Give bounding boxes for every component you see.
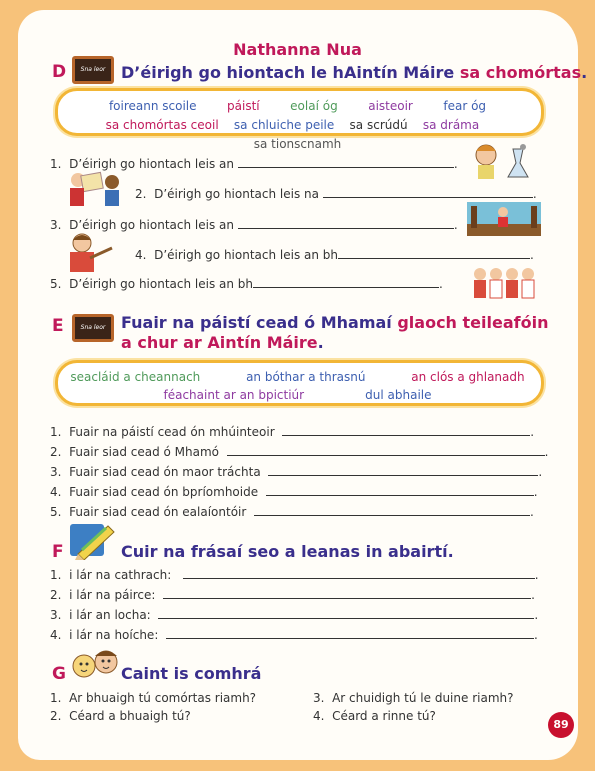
- answer-blank[interactable]: [266, 495, 534, 496]
- page-title: Nathanna Nua: [233, 40, 362, 59]
- answer-blank[interactable]: [238, 228, 454, 229]
- word-item: sa chluiche peile: [233, 118, 335, 132]
- word-item: fear óg: [443, 99, 487, 113]
- question-line: 3. Ar chuidigh tú le duine riamh?: [313, 691, 514, 705]
- section-g-title: Caint is comhrá: [121, 664, 262, 683]
- exercise-line: 2. i lár na páirce: .: [50, 588, 535, 602]
- word-row-d1: [60, 95, 535, 114]
- answer-blank[interactable]: [163, 598, 531, 599]
- section-e-letter: E: [52, 316, 64, 336]
- word-item: sa scrúdú: [349, 118, 408, 132]
- answer-blank[interactable]: [338, 258, 530, 259]
- word-item: sa dráma: [422, 118, 480, 132]
- answer-blank[interactable]: [254, 515, 530, 516]
- answer-blank[interactable]: [158, 618, 534, 619]
- answer-blank[interactable]: [227, 455, 545, 456]
- answer-blank[interactable]: [253, 287, 439, 288]
- exercise-line: 2. Fuair siad cead ó Mhamó .: [50, 445, 549, 459]
- question-line: 2. Céard a bhuaigh tú?: [50, 709, 191, 723]
- page-number: 89: [548, 712, 574, 738]
- section-g-letter: G: [52, 664, 66, 684]
- exercise-line: 1. i lár na cathrach: .: [50, 568, 539, 582]
- team-illustration: [470, 264, 542, 302]
- exercise-line: 1. D’éirigh go hiontach leis an .: [50, 157, 458, 171]
- question-line: 4. Céard a rinne tú?: [313, 709, 436, 723]
- word-item: dul abhaile: [365, 388, 432, 402]
- word-item: aisteoir: [368, 99, 413, 113]
- talking-children-icon: [70, 646, 120, 684]
- answer-blank[interactable]: [323, 197, 533, 198]
- stage-illustration: [467, 202, 541, 236]
- scientist-illustration: [468, 141, 540, 181]
- section-d-title: D’éirigh go hiontach le hAintín Máire sa chomórtas.: [121, 63, 588, 82]
- word-row-e2: [60, 384, 535, 403]
- exercise-line: 3. Fuair siad cead ón maor tráchta .: [50, 465, 543, 479]
- word-item: seacláid a cheannach: [70, 370, 201, 384]
- musician-illustration: [60, 232, 116, 274]
- word-item: eolaí óg: [290, 99, 338, 113]
- answer-blank[interactable]: [166, 638, 534, 639]
- children-illustration: [60, 170, 130, 210]
- word-row-e1: [60, 366, 535, 385]
- chalkboard-icon: Sna leor: [72, 56, 114, 84]
- answer-blank[interactable]: [268, 475, 538, 476]
- question-line: 1. Ar bhuaigh tú comórtas riamh?: [50, 691, 257, 705]
- answer-blank[interactable]: [282, 435, 530, 436]
- word-item: féachaint ar an bpictiúr: [163, 388, 305, 402]
- section-f-letter: F: [52, 542, 64, 562]
- exercise-line: 5. D’éirigh go hiontach leis an bh .: [50, 277, 443, 291]
- answer-blank[interactable]: [238, 167, 454, 168]
- pencil-icon: [68, 520, 116, 560]
- exercise-line: 3. D’éirigh go hiontach leis an .: [50, 218, 458, 232]
- word-item: an bóthar a thrasnú: [246, 370, 366, 384]
- exercise-line: 4. i lár na hoíche: .: [50, 628, 538, 642]
- section-f-title: Cuir na frásaí seo a leanas in abairtí.: [121, 542, 454, 561]
- exercise-line: 3. i lár an locha: .: [50, 608, 539, 622]
- exercise-line: 2. D’éirigh go hiontach leis na .: [135, 187, 537, 201]
- word-item: sa chomórtas ceoil: [105, 118, 219, 132]
- word-row-d2: [60, 114, 535, 152]
- exercise-line: 4. D’éirigh go hiontach leis an bh .: [135, 248, 534, 262]
- word-item: páistí: [227, 99, 260, 113]
- chalkboard-icon: Sna leor: [72, 314, 114, 342]
- section-d-letter: D: [52, 62, 67, 82]
- exercise-line: 1. Fuair na páistí cead ón mhúinteoir .: [50, 425, 535, 439]
- word-item: an clós a ghlanadh: [411, 370, 525, 384]
- section-e-title: Fuair na páistí cead ó Mhamaí glaoch teileafóin a chur ar Aintín Máire.: [121, 313, 549, 352]
- word-item: sa tionscnamh: [253, 137, 342, 151]
- exercise-line: 5. Fuair siad cead ón ealaíontóir .: [50, 505, 534, 519]
- answer-blank[interactable]: [183, 578, 535, 579]
- exercise-line: 4. Fuair siad cead ón bpríomhoide .: [50, 485, 538, 499]
- word-item: foireann scoile: [108, 99, 197, 113]
